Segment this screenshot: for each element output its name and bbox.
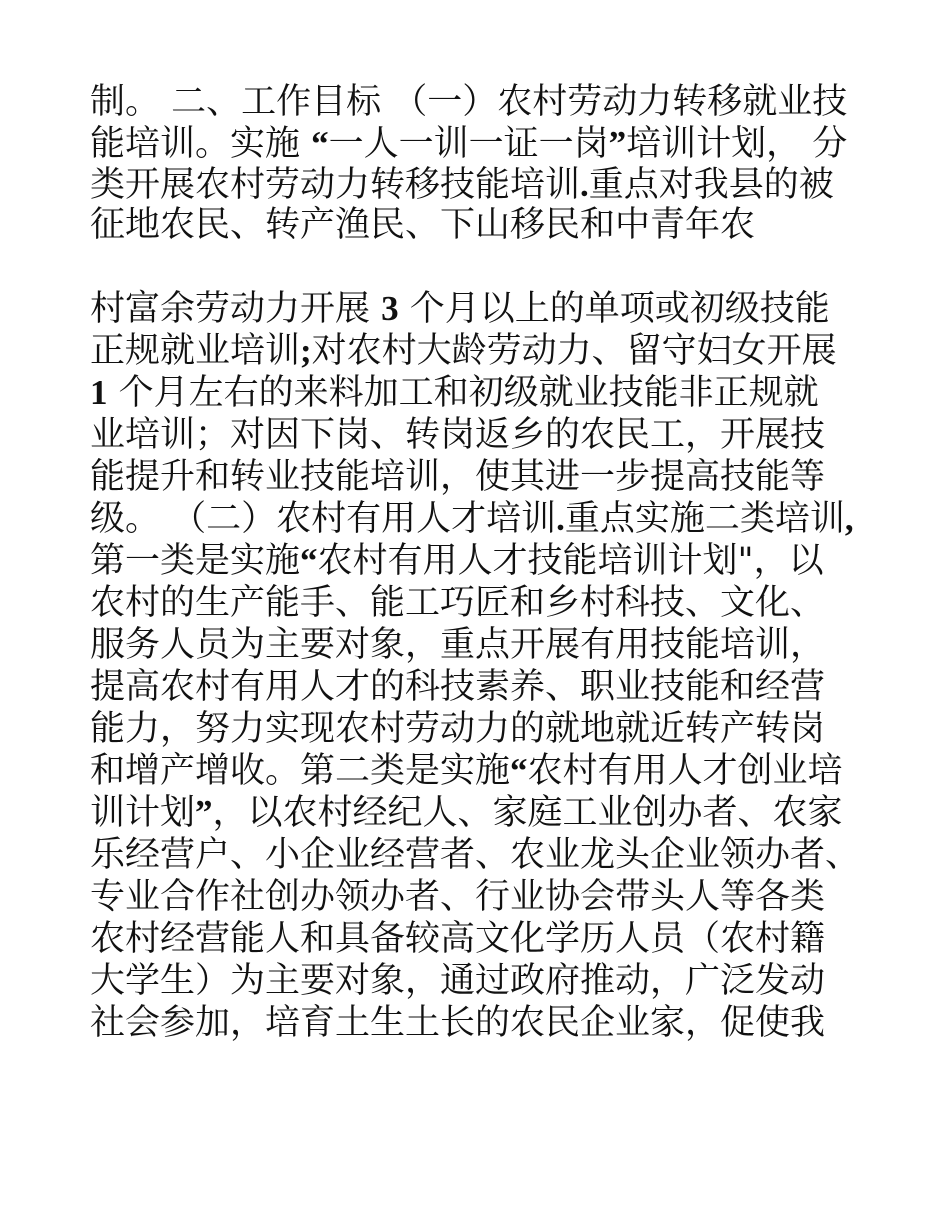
paragraph-1 [90, 82, 880, 246]
text-line [90, 960, 880, 1002]
text-line [90, 288, 880, 330]
quote-mark: “ [300, 541, 318, 580]
text-run: 大学生）为主要对象，通过政府推动，广泛发动 [90, 961, 826, 1001]
text-run: 制。 二、工作目标 （一）农村劳动力转移就业技 [90, 82, 848, 122]
text-run: 农村有用人才创业培 [527, 751, 843, 791]
quote-mark: “ [311, 124, 329, 163]
text-line [90, 876, 880, 918]
punctuation: . [580, 165, 589, 204]
text-run: 能力，努力实现农村劳动力的就地就近转产转岗 [90, 709, 826, 749]
number: 1 [90, 373, 108, 412]
text-line [90, 834, 880, 876]
text-line [90, 582, 880, 624]
text-run: 提高农村有用人才的科技素养、职业技能和经营 [90, 667, 826, 707]
text-run: 征地农民、转产渔民、下山移民和中青年农 [90, 205, 756, 245]
text-line [90, 624, 880, 666]
text-line [90, 540, 880, 582]
quote-mark: “ [510, 751, 528, 790]
text-run: 社会参加，培育土生土长的农民企业家，促使我 [90, 1003, 826, 1043]
text-run: 训计划 [90, 793, 196, 833]
text-run: 村富余劳动力开展 [90, 289, 382, 329]
text-run: 一人一训一证一岗 [328, 124, 609, 164]
text-run: 对农村大龄劳动力、留守妇女开展 [311, 331, 837, 371]
text-run: 重点对我县的被 [588, 165, 834, 205]
number: 3 [381, 289, 399, 328]
text-line [90, 330, 880, 372]
text-run: 第一类是实施 [90, 541, 301, 581]
text-run: ，以农村经纪人、家庭工业创办者、农家 [212, 793, 843, 833]
text-line [90, 205, 880, 246]
paragraph-2 [90, 288, 880, 1044]
text-run: 农村的生产能手、能工巧匠和乡村科技、文化、 [90, 583, 826, 623]
text-run: 服务人员为主要对象，重点开展有用技能培训， [90, 625, 826, 665]
text-run: 级。 （二）农村有用人才培训 [90, 499, 557, 539]
text-run: 农村经营能人和具备较高文化学历人员（农村籍 [90, 919, 826, 959]
text-run: 个月以上的单项或初级技能 [398, 289, 830, 329]
text-run: 重点实施二类培训 [564, 499, 845, 539]
text-run: 和增产增收。第二类是实施 [90, 751, 511, 791]
text-line [90, 708, 880, 750]
text-run: 农村有用人才技能培训计划"，以 [317, 541, 824, 581]
text-run: 能提升和转业技能培训，使其进一步提高技能等 [90, 457, 826, 497]
quote-mark: ” [608, 124, 627, 163]
punctuation: . [556, 499, 565, 538]
text-line [90, 372, 880, 414]
text-line [90, 82, 880, 123]
text-line [90, 666, 880, 708]
text-line [90, 164, 880, 205]
text-run: 培训计划， 分 [626, 124, 848, 164]
quote-mark: ” [195, 793, 213, 832]
text-run: 业培训；对因下岗、转岗返乡的农民工，开展技 [90, 415, 826, 455]
text-line [90, 498, 880, 540]
text-run: 乐经营户、小企业经营者、农业龙头企业领办者、 [90, 835, 861, 875]
text-line [90, 456, 880, 498]
text-run: 专业合作社创办领办者、行业协会带头人等各类 [90, 877, 826, 917]
text-line [90, 792, 880, 834]
text-run: 能培训。实施 [90, 124, 312, 164]
text-line [90, 414, 880, 456]
text-line [90, 918, 880, 960]
text-line [90, 750, 880, 792]
text-run: 类开展农村劳动力转移技能培训 [90, 165, 581, 205]
text-line [90, 123, 880, 164]
text-run: 正规就业培训 [90, 331, 301, 371]
text-line [90, 1002, 880, 1044]
punctuation: ; [300, 331, 312, 370]
punctuation: , [844, 499, 854, 538]
text-run: 个月左右的来料加工和初级就业技能非正规就 [107, 373, 819, 413]
